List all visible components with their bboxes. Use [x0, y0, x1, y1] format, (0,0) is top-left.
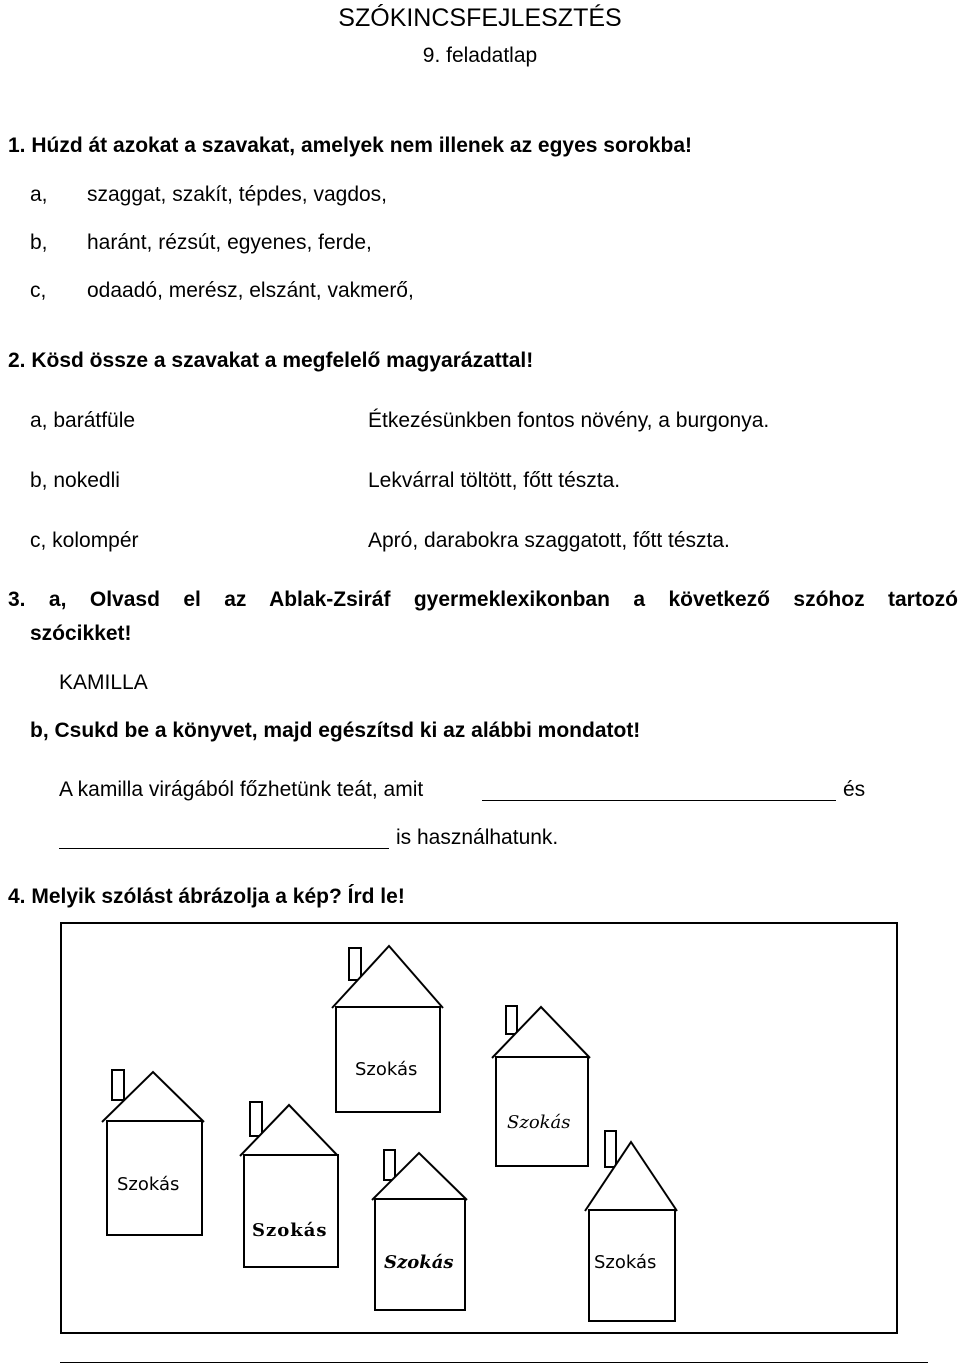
- task1-row-letter: a,: [30, 183, 48, 206]
- answer-blank-1[interactable]: [482, 800, 836, 801]
- house-top-middle: [332, 946, 443, 1112]
- page-title: SZÓKINCSFEJLESZTÉS: [338, 4, 622, 32]
- page-subtitle: 9. feladatlap: [422, 44, 538, 67]
- task1-row-letter: b,: [30, 231, 48, 254]
- task3-heading: 3. a, Olvasd el az Ablak-Zsiráf gyermeklexikonban a következő szóhoz tartozó: [8, 588, 958, 611]
- task3-part-b-heading: b, Csukd be a könyvet, majd egészítsd ki az alábbi mondatot!: [30, 719, 641, 742]
- house-sign: Szokás: [507, 1112, 571, 1133]
- task1-row-words[interactable]: odaadó, merész, elszánt, vakmerő,: [87, 279, 414, 302]
- house-sign: Szokás: [355, 1059, 418, 1080]
- house-sign: Szokás: [384, 1252, 454, 1273]
- houses-drawing: [62, 924, 900, 1336]
- house-sign: Szokás: [117, 1174, 180, 1195]
- task2-word[interactable]: b, nokedli: [30, 469, 120, 492]
- task2-definition[interactable]: Apró, darabokra szaggatott, főtt tészta.: [368, 529, 730, 552]
- task1-row-words[interactable]: haránt, rézsút, egyenes, ferde,: [87, 231, 372, 254]
- task1-row-letter: c,: [30, 279, 47, 302]
- house-bottom-center: [372, 1150, 467, 1310]
- house-bottom-right: [585, 1131, 677, 1321]
- task3-sentence-and: és: [843, 778, 866, 801]
- house-left: [102, 1070, 204, 1235]
- task2-word[interactable]: c, kolompér: [30, 529, 139, 552]
- task2-heading: 2. Kösd össze a szavakat a megfelelő magyarázattal!: [8, 349, 534, 372]
- house-sign: Szokás: [252, 1220, 328, 1241]
- task2-word[interactable]: a, barátfüle: [30, 409, 136, 432]
- task2-definition[interactable]: Étkezésünkben fontos növény, a burgonya.: [368, 409, 770, 432]
- task1-row-words[interactable]: szaggat, szakít, tépdes, vagdos,: [87, 183, 388, 206]
- task1-heading: 1. Húzd át azokat a szavakat, amelyek nem illenek az egyes sorokba!: [8, 134, 692, 157]
- answer-blank-2[interactable]: [59, 848, 389, 849]
- houses-picture: [60, 922, 898, 1334]
- task3-sentence-end: is használhatunk.: [396, 826, 559, 849]
- task2-definition[interactable]: Lekvárral töltött, főtt tészta.: [368, 469, 621, 492]
- house-sign: Szokás: [594, 1252, 657, 1273]
- task3-sentence-start: A kamilla virágából főzhetünk teát, amit: [59, 778, 424, 801]
- house-lower-middle: [240, 1102, 338, 1267]
- answer-blank-task4[interactable]: [60, 1362, 928, 1363]
- task3-heading-continued: szócikket!: [30, 622, 132, 645]
- house-right: [492, 1006, 590, 1166]
- task4-heading: 4. Melyik szólást ábrázolja a kép? Írd le!: [8, 885, 405, 908]
- task3-keyword: KAMILLA: [59, 671, 148, 694]
